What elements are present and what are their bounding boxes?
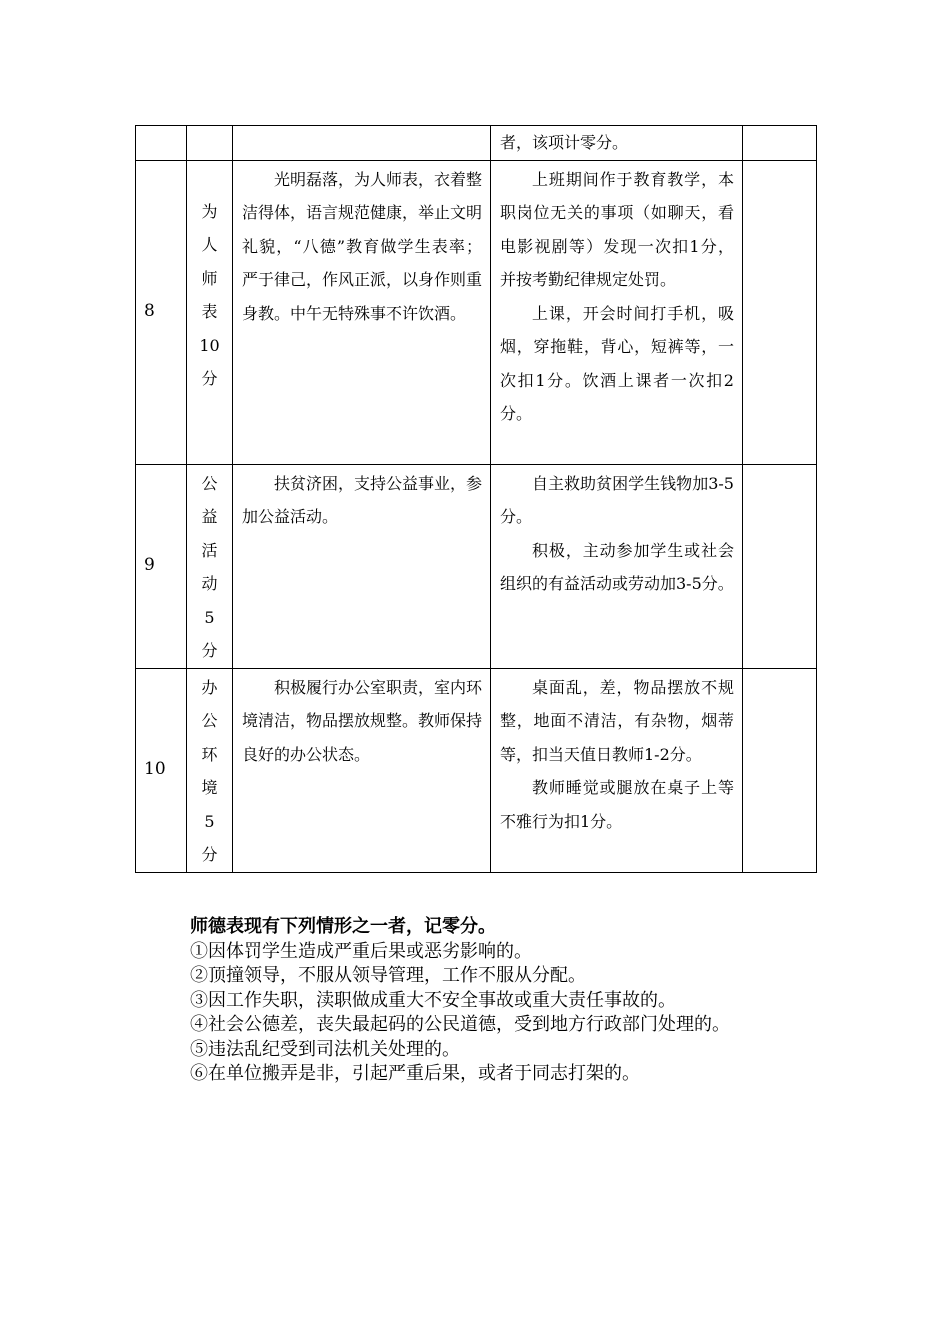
rule-paragraph: 教师睡觉或腿放在桌子上等不雅行为扣1分。 [500,778,734,831]
item-category [187,668,233,872]
item-category [187,126,233,161]
zero-score-notes [145,915,810,1087]
item-category [187,464,233,668]
category-char: 为 [201,201,218,221]
note-item: ①因体罚学生造成严重后果或恶劣影响的。 [190,940,532,962]
standard-paragraph: 光明磊落，为人师表，衣着整洁得体，语言规范健康，举止文明礼貌，“八德”教育做学生表率；严于律己，作风正派，以身作则重身教。中午无特殊事不许饮酒。 [242,169,483,323]
note-item: ⑥在单位搬弄是非，引起严重后果，或者于同志打架的。 [190,1063,640,1084]
category-char: 办 [201,677,218,697]
rule-paragraph: 桌面乱，差，物品摆放不规整，地面不清洁，有杂物，烟蒂等，扣当天值日教师1-2分。 [500,677,734,764]
item-number [136,126,187,161]
item-standard [233,464,491,668]
item-standard [233,126,491,161]
standard-paragraph: 积极履行办公室职责，室内环境清洁，物品摆放规整。教师保持良好的办公状态。 [242,677,483,764]
rule-paragraph: 上班期间作于教育教学，本职岗位无关的事项（如聊天，看电影视剧等）发现一次扣1分，并按考勤纪律规定处罚。 [500,169,734,289]
category-char: 表 [201,302,218,321]
item-rule [491,464,743,668]
table-row [136,126,817,161]
rule-paragraph: 上课，开会时间打手机，吸烟，穿拖鞋，背心，短裤等，一次扣1分。饮酒上课者一次扣2分。 [500,303,734,423]
item-score [743,668,817,872]
note-item: ③因工作失职，渎职做成重大不安全事故或重大责任事故的。 [190,989,676,1011]
note-item: ②顶撞领导，不服从领导管理，工作不服从分配。 [190,965,586,986]
item-rule [491,160,743,464]
category-char: 分 [201,845,218,864]
category-char: 分 [201,641,218,660]
item-score [743,160,817,464]
standard-paragraph: 扶贫济困，支持公益事业，参加公益活动。 [242,473,483,526]
category-char: 动 [201,574,218,593]
category-char: 境 [201,778,218,797]
table-row [136,464,817,668]
item-standard [233,668,491,872]
item-number: 10 [136,668,187,872]
item-category [187,160,233,464]
rule-paragraph: 积极，主动参加学生或社会组织的有益活动或劳动加3-5分。 [500,540,734,593]
item-rule [491,668,743,872]
category-char: 益 [201,507,218,526]
category-char: 活 [201,540,218,560]
evaluation-table [135,125,817,873]
category-char: 环 [201,744,218,764]
item-standard [233,160,491,464]
category-char: 师 [201,268,218,288]
item-number: 8 [136,160,187,464]
category-char: 人 [201,235,218,254]
item-number: 9 [136,464,187,668]
note-item: ⑤违法乱纪受到司法机关处理的。 [190,1038,460,1060]
category-char: 5 [204,607,215,627]
category-char: 分 [201,369,218,388]
table-row [136,668,817,872]
item-score [743,464,817,668]
category-char: 10 [199,335,220,355]
rule-paragraph: 自主救助贫困学生钱物加3-5分。 [500,473,734,526]
notes-heading: 师德表现有下列情形之一者，记零分。 [190,916,496,937]
category-char: 公 [201,711,218,730]
rule-paragraph: 者，该项计零分。 [500,133,629,152]
note-item: ④社会公德差，丧失最起码的公民道德，受到地方行政部门处理的。 [190,1014,730,1035]
category-char: 5 [204,811,215,831]
category-char: 公 [201,473,218,493]
table-row [136,160,817,464]
item-score [743,126,817,161]
item-rule [491,126,743,161]
